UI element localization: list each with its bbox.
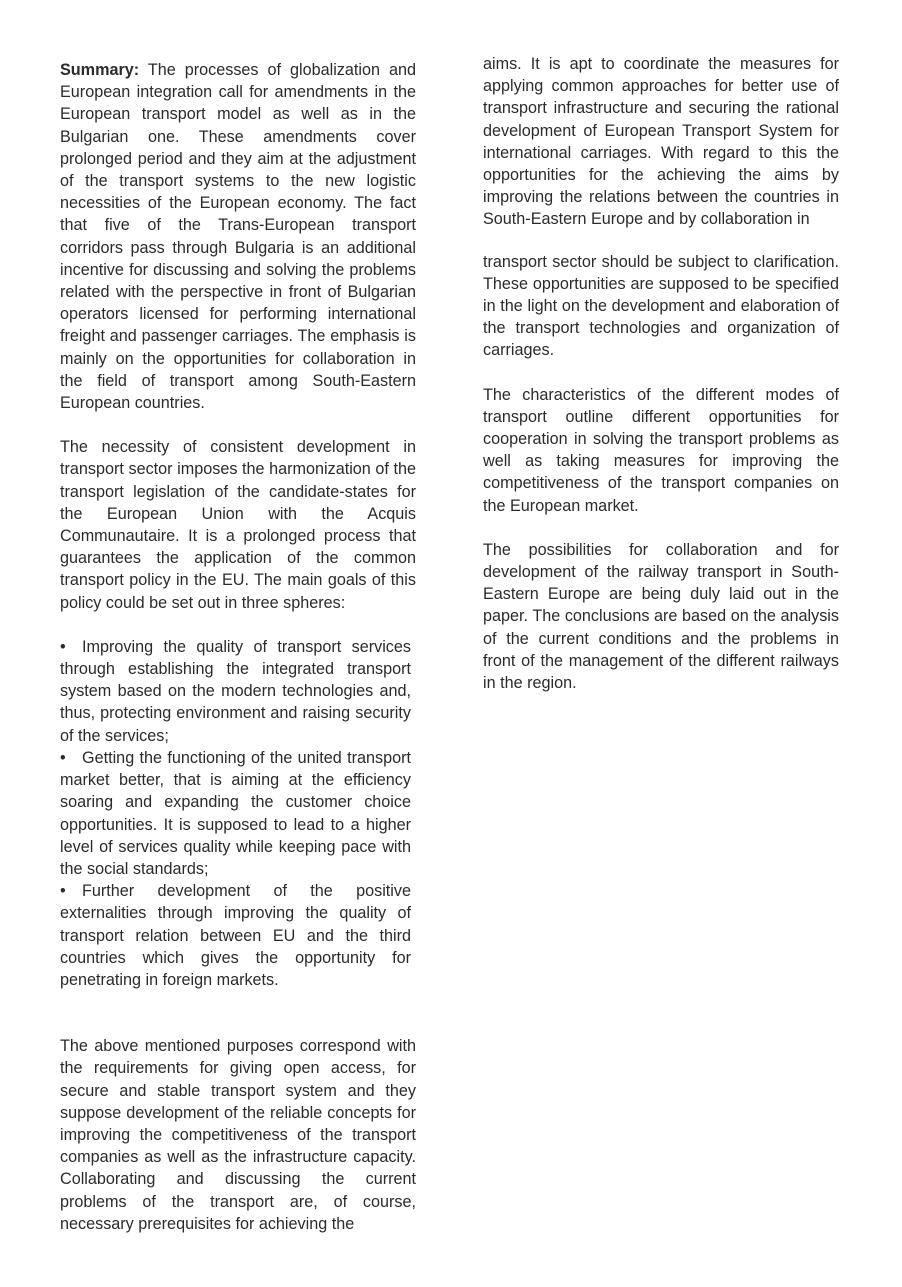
- list-item: [60, 636, 411, 747]
- list-item-text: Improving the quality of transport services through establishing the integrated transport system based on the modern technologies and, thus, protecting environment and raising security of the services;: [60, 637, 411, 745]
- body-paragraph: The characteristics of the different modes of transport outline different opportunities for cooperation in solving the transport problems as well as taking measures for improving the competitiveness of the transport companies on the European market.: [483, 385, 839, 515]
- summary-paragraph: [60, 59, 416, 414]
- list-item-text: Getting the functioning of the united transport market better, that is aiming at the efficiency soaring and expanding the customer choice opportunities. It is supposed to lead to a higher level of services quality while keeping pace with the social standards;: [60, 748, 411, 878]
- summary-text: The processes of globalization and European integration call for amendments in the European transport model as well as in the Bulgarian one. These amendments cover prolonged period and they aim at the adjustment of the transport systems to the new logistic necessities of the European economy. The fact that five of the Trans-European transport corridors pass through Bulgaria is an additional incentive for discussing and solving the problems related with the perspective in front of Bulgarian operators licensed for performing international freight and passenger carriages. The emphasis is mainly on the opportunities for collaboration in the field of transport among South-Eastern European countries.: [60, 61, 416, 413]
- body-paragraph: transport sector should be subject to clarification. These opportunities are supposed to be specified in the light on the development and elaboration of the transport technologies and organization of carriages.: [483, 252, 839, 360]
- body-paragraph: The above mentioned purposes correspond with the requirements for giving open access, for secure and stable transport system and they suppose development of the reliable concepts for improving the competitiveness of the transport companies as well as the infrastructure capacity. Collaborating and discussing the current problems of the transport are, of course, necessary prerequisites for achieving the: [60, 1037, 416, 1233]
- bullet-icon: •: [60, 748, 66, 767]
- list-item: [60, 747, 411, 880]
- right-column: [483, 53, 839, 694]
- list-item-text: Further development of the positive externalities through improving the quality of transport relation between EU and the third countries which gives the opportunity for penetrating in foreign markets.: [60, 882, 411, 989]
- list-item: [60, 880, 411, 991]
- body-paragraph: aims. It is apt to coordinate the measures for applying common approaches for better use of transport infrastructure and securing the rational development of European Transport System for international carriages. With regard to this the opportunities for the achieving the aims by improving the relations between the countries in South-Eastern Europe and by collaboration in: [483, 55, 839, 229]
- goals-list: [60, 636, 411, 991]
- body-paragraph: The necessity of consistent development in transport sector imposes the harmonization of the transport legislation of the candidate-states for the European Union with the Acquis Communautaire. It is a prolonged process that guarantees the application of the common transport policy in the EU. The main goals of this policy could be set out in three spheres:: [60, 438, 416, 612]
- body-paragraph: The possibilities for collaboration and for development of the railway transport in South-Eastern Europe are being duly laid out in the paper. The conclusions are based on the analysis of the current conditions and the problems in front of the management of the different railways in the region.: [483, 540, 839, 693]
- summary-label: Summary:: [60, 61, 140, 79]
- left-column: [60, 59, 416, 1235]
- bullet-icon: •: [60, 882, 66, 901]
- bullet-icon: •: [60, 637, 66, 656]
